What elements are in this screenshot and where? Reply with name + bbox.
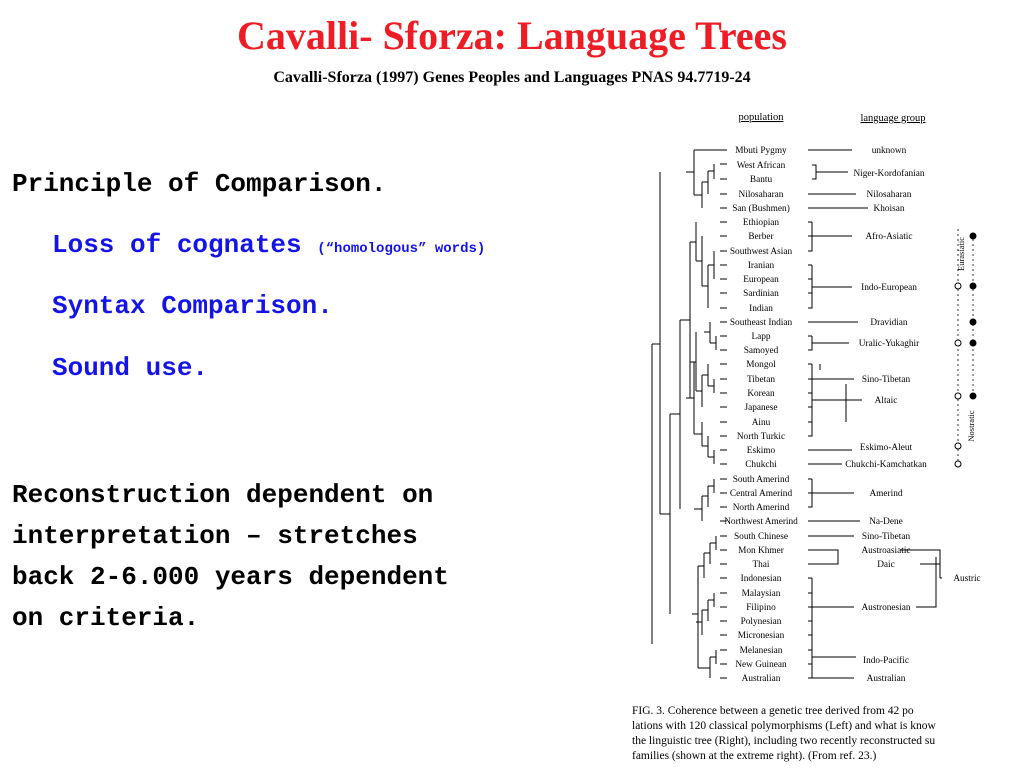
- population-label: Southwest Asian: [729, 247, 793, 257]
- language-group-label: Sino-Tibetan: [861, 375, 911, 385]
- language-group-label: Indo-European: [861, 283, 917, 293]
- population-label: Mongol: [746, 360, 776, 370]
- language-group-label: Australian: [866, 674, 906, 684]
- population-label: Chukchi: [745, 460, 777, 470]
- population-label: Eskimo: [746, 446, 776, 456]
- population-label: Melanesian: [739, 646, 783, 656]
- language-group-label: Afro-Asiatic: [865, 232, 913, 242]
- population-label: North Amerind: [732, 503, 790, 513]
- language-group-label: unknown: [871, 146, 907, 156]
- eurasiatic-label: Eurasiatic: [956, 237, 966, 271]
- bullet-text: Syntax Comparison.: [52, 291, 333, 321]
- language-group-header: language group: [860, 113, 926, 124]
- filled-circle-icon: [970, 393, 977, 400]
- language-group-label: Nilosaharan: [866, 190, 912, 200]
- population-label: Sardinian: [743, 289, 779, 299]
- language-group-label: Eskimo-Aleut: [859, 443, 913, 453]
- population-label: Mon Khmer: [738, 546, 784, 556]
- language-group-label: Dravidian: [870, 318, 908, 328]
- bullet-syntax: [52, 290, 333, 322]
- language-group-label: Austroasiatic: [861, 546, 911, 556]
- superfamily-markers: [955, 229, 977, 467]
- population-label: Berber: [748, 232, 774, 242]
- caption-line: the linguistic tree (Right), including two recently reconstructed su: [632, 735, 936, 747]
- population-label: North Turkic: [736, 432, 786, 442]
- population-label: Nilosaharan: [738, 190, 784, 200]
- bullet-text: Loss of cognates: [52, 230, 302, 260]
- population-label: Japanese: [744, 403, 778, 413]
- linguistic-connectors: [808, 150, 942, 678]
- bullet-sound: [52, 352, 208, 384]
- population-label: Indonesian: [740, 574, 782, 584]
- bullet-text: Sound use.: [52, 353, 209, 383]
- open-circle-icon: [955, 461, 961, 467]
- paragraph-line: on criteria.: [12, 603, 200, 633]
- filled-circle-icon: [970, 340, 977, 347]
- paragraph-line: back 2-6.000 years dependent: [12, 562, 449, 592]
- language-tree-figure: [630, 104, 990, 694]
- population-label: Lapp: [751, 332, 771, 342]
- population-label: Micronesian: [737, 631, 785, 641]
- language-group-label: Khoisan: [873, 204, 905, 214]
- language-group-label: Daic: [877, 560, 895, 570]
- paragraph-line: Reconstruction dependent on: [12, 480, 434, 510]
- slide-title: Cavalli- Sforza: Language Trees: [237, 13, 787, 58]
- open-circle-icon: [955, 283, 961, 289]
- filled-circle-icon: [970, 233, 977, 240]
- population-label: West African: [736, 161, 786, 171]
- open-circle-icon: [955, 393, 961, 399]
- population-label: Ainu: [751, 418, 771, 428]
- population-label: Central Amerind: [729, 489, 793, 499]
- filled-circle-icon: [970, 283, 977, 290]
- language-group-label: Niger-Kordofanian: [853, 169, 925, 179]
- language-group-label: Austric: [953, 574, 981, 584]
- paragraph-line: interpretation – stretches: [12, 521, 418, 551]
- figure-caption: [632, 704, 988, 764]
- caption-line: lations with 120 classical polymorphisms (Left) and what is know: [632, 720, 936, 732]
- genetic-tree: [652, 150, 727, 678]
- population-label: Indian: [749, 304, 773, 314]
- population-label: San (Bushmen): [732, 204, 790, 214]
- population-label: Filipino: [746, 603, 776, 613]
- bullet-note: (“homologous” words): [317, 241, 486, 257]
- bullet-cognates: [52, 229, 485, 265]
- population-label: Iranian: [747, 261, 775, 271]
- language-group-label: Altaic: [874, 396, 898, 406]
- language-group-label: Uralic-Yukaghir: [858, 339, 920, 349]
- population-label: European: [743, 275, 779, 285]
- principle-heading: Principle of Comparison.: [12, 169, 387, 199]
- slide-subtitle: Cavalli-Sforza (1997) Genes Peoples and Languages PNAS 94.7719-24: [273, 69, 751, 86]
- reconstruction-paragraph: [12, 475, 449, 639]
- population-label: New Guinean: [735, 660, 787, 670]
- open-circle-icon: [955, 443, 961, 449]
- population-label: Thai: [752, 560, 770, 570]
- population-label: Tibetan: [746, 375, 776, 385]
- population-label: Ethiopian: [742, 218, 780, 228]
- caption-line: FIG. 3. Coherence between a genetic tree derived from 42 po: [632, 705, 914, 717]
- population-label: Korean: [747, 389, 775, 399]
- language-group-label: Indo-Pacific: [863, 656, 909, 666]
- population-label: Mbuti Pygmy: [735, 146, 787, 156]
- population-label: South Chinese: [734, 532, 788, 542]
- open-circle-icon: [955, 340, 961, 346]
- caption-line: families (shown at the extreme right). (From ref. 23.): [632, 750, 877, 762]
- population-label: Australian: [741, 674, 781, 684]
- language-group-label: Chukchi-Kamchatkan: [845, 460, 927, 470]
- nostratic-label: Nostratic: [966, 410, 976, 442]
- population-label: Malaysian: [741, 589, 781, 599]
- population-label: Northwest Amerind: [724, 517, 798, 527]
- language-group-label: Austronesian: [861, 603, 911, 613]
- population-label: Southeast Indian: [729, 318, 793, 328]
- filled-circle-icon: [970, 319, 977, 326]
- language-group-label: Amerind: [869, 489, 903, 499]
- language-group-label: Na-Dene: [869, 517, 903, 527]
- population-label: Bantu: [749, 175, 773, 185]
- population-header: population: [738, 112, 784, 123]
- language-group-label: Sino-Tibetan: [861, 532, 911, 542]
- population-label: Samoyed: [743, 346, 779, 356]
- population-label: Polynesian: [740, 617, 782, 627]
- population-label: South Amerind: [732, 475, 790, 485]
